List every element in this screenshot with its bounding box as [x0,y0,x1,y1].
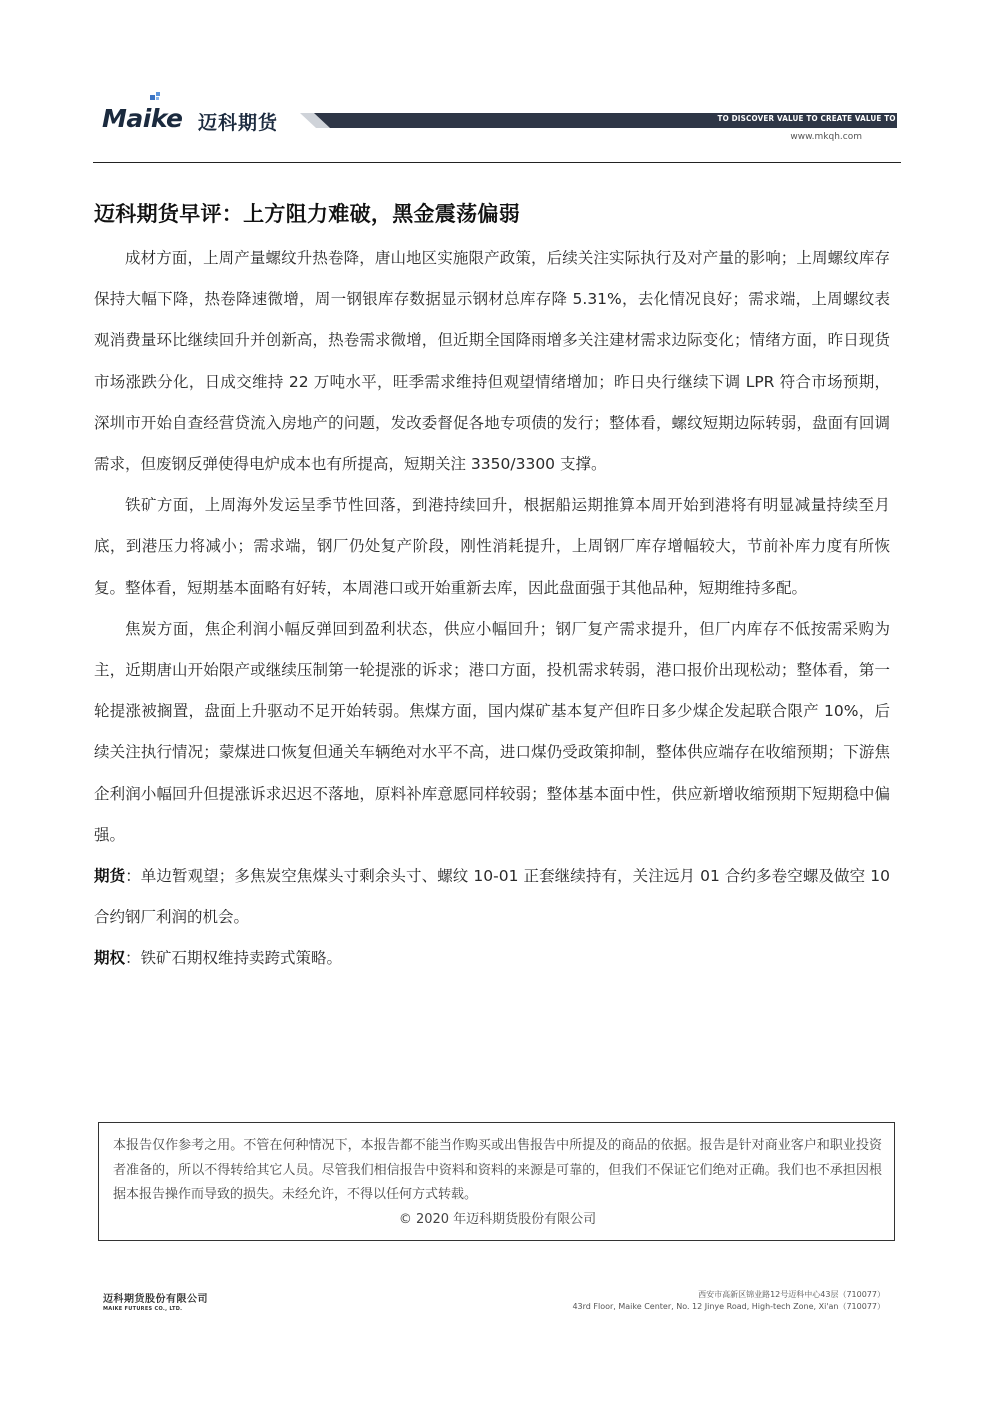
options-text: ：铁矿石期权维持卖跨式策略。 [125,949,343,968]
disclaimer-box [98,1122,895,1241]
slogan-text: TO DISCOVER VALUE TO CREATE VALUE TO SHARE VALUE [717,114,956,123]
options-strategy [94,938,890,979]
paragraph-iron-ore: 铁矿方面，上周海外发运呈季节性回落，到港持续回升，根据船运期推算本周开始到港将有明显减量持续至月底，到港压力将减小；需求端，钢厂仍处复产阶段，刚性消耗提升，上周钢厂库存增幅较大，节前补库力度有所恢复。整体看，短期基本面略有好转，本周港口或开始重新去库，因此盘面强于其他品种，短期维持多配。 [94,496,890,597]
logo-chinese-name: 迈科期货 [198,112,279,134]
footer-address-en: 43rd Floor, Maike Center, No. 12 Jinye Road, High-tech Zone, Xi'an（710077） [572,1302,885,1311]
footer-company [103,1290,208,1312]
futures-text: ：单边暂观望；多焦炭空焦煤头寸剩余头寸、螺纹 10-01 正套继续持有，关注远月 01 合约多卷空螺及做空 10 合约钢厂利润的机会。 [94,867,890,927]
futures-strategy [94,856,890,938]
footer-company-en: MAIKE FUTURES CO., LTD. [103,1306,183,1312]
futures-label: 期货 [94,867,126,886]
article-body [94,238,890,980]
options-label: 期权 [94,949,126,968]
footer-company-cn: 迈科期货股份有限公司 [103,1294,208,1305]
logo-wordmark: Maike [102,104,183,133]
disclaimer-text: 本报告仅作参考之用。不管在何种情况下，本报告都不能当作购买或出售报告中所提及的商品的依据。报告是针对商业客户和职业投资者准备的，所以不得转给其它人员。尽管我们相信报告中资料和资料的来源是可靠的，但我们不保证它们绝对正确。我们也不承担因根据本报告操作而导致的损失。未经允许，不得以任何方式转载。 [113,1138,882,1203]
copyright-notice: © 2020 年迈科期货股份有限公司 [398,1211,597,1227]
paragraph-coke: 焦炭方面，焦企利润小幅反弹回到盈利状态，供应小幅回升；钢厂复产需求提升，但厂内库存不低按需采购为主，近期唐山开始限产或继续压制第一轮提涨的诉求；港口方面，投机需求转弱，港口报价出现松动；整体看，第一轮提涨被搁置，盘面上升驱动不足开始转弱。焦煤方面，国内煤矿基本复产但昨日多少煤企发起联合限产 10%，后续关注执行情况；蒙煤进口恢复但通关车辆绝对水平不高，进口煤仍受政策抑制，整体供应端存在收缩预期；下游焦企利润小幅回升但提涨诉求迟迟不落地，原料补库意愿同样较弱；整体基本面中性，供应新增收缩预期下短期稳中偏强。 [94,619,890,844]
article-title: 迈科期货早评：上方阻力难破，黑金震荡偏弱 [94,202,520,226]
paragraph-steel: 成材方面，上周产量螺纹升热卷降，唐山地区实施限产政策，后续关注实际执行及对产量的影响；上周螺纹库存保持大幅下降，热卷降速微增，周一钢银库存数据显示钢材总库存降 5.31%，去化情况良好；需求端，上周螺纹表观消费量环比继续回升并创新高，热卷需求微增，但近期全国降雨增多关注建材需求边际变化；情绪方面，昨日现货市场涨跌分化，日成交维持 22 万吨水平，旺季需求维持但观望情绪增加；昨日央行继续下调 LPR 符合市场预期，深圳市开始自查经营贷流入房地产的问题，发改委督促各地专项债的发行；整体看，螺纹短期边际转弱，盘面有回调需求，但废钢反弹使得电炉成本也有所提高，短期关注 3350/3300 支撑。 [94,249,890,474]
header-divider [93,162,901,163]
page-header [0,0,992,170]
footer-address-cn: 西安市高新区锦业路12号迈科中心43层（710077） [698,1290,885,1299]
footer-address [572,1289,885,1313]
website-link[interactable]: www.mkqh.com [790,132,862,142]
company-logo [102,92,282,136]
